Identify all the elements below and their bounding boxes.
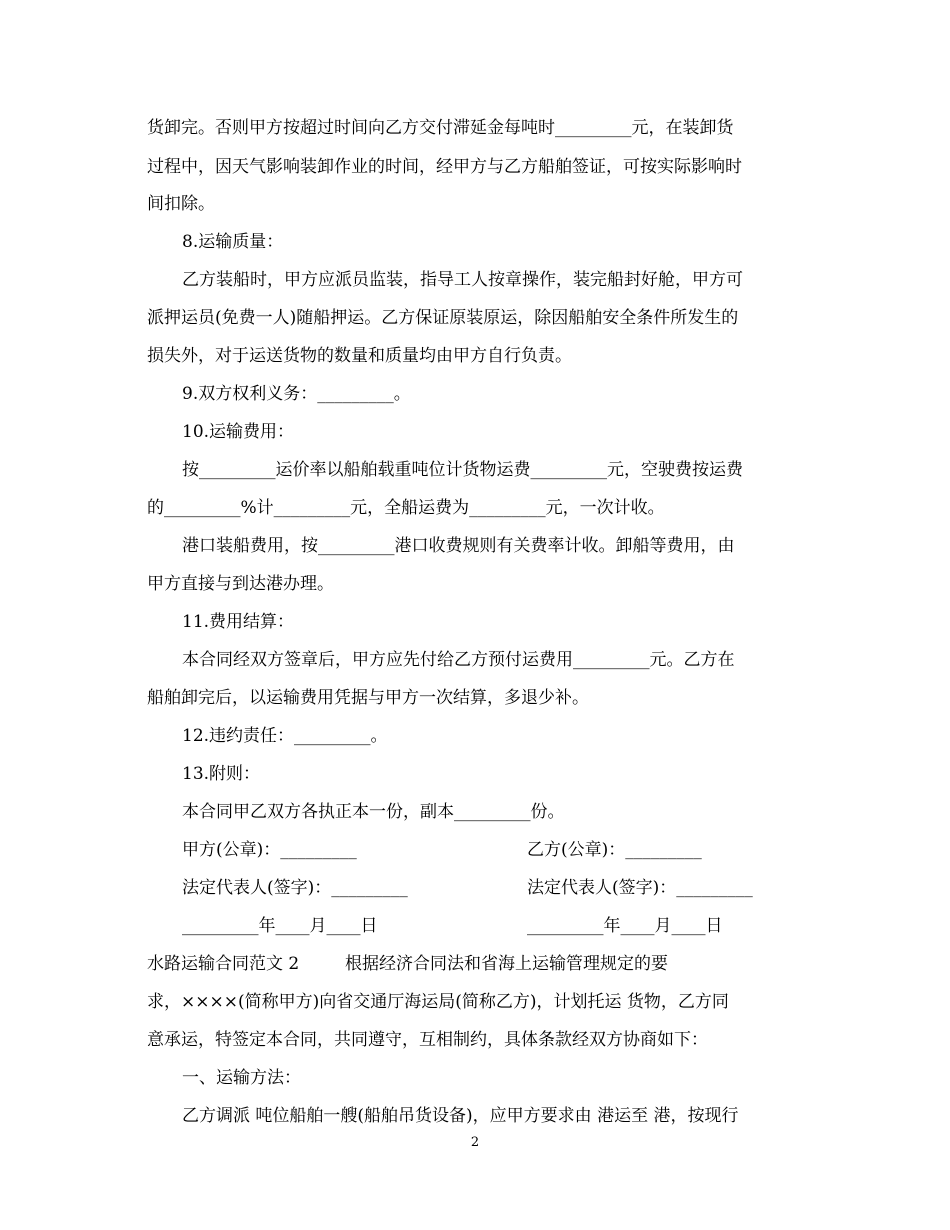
section-heading: 11.费用结算：	[182, 612, 295, 632]
body-line: 损失外，对于运送货物的数量和质量均由甲方自行负责。	[147, 346, 572, 366]
body-line: 货卸完。否则甲方按超过时间向乙方交付滞延金每吨时_________元，在装卸货	[147, 118, 734, 138]
section2-heading-cont: 根据经济合同法和省海上运输管理规定的要	[345, 954, 668, 974]
section2-heading: 水路运输合同范文 2	[147, 954, 300, 974]
body-line: 的_________%计_________元，全船运费为_________元，一次计收。	[147, 498, 665, 518]
body-line: 过程中，因天气影响装卸作业的时间，经甲方与乙方船舶签证，可按实际影响时	[147, 157, 742, 177]
section-heading: 9.双方权利义务：_________。	[182, 384, 411, 404]
body-line: 求，××××(简称甲方)向省交通厅海运局(简称乙方)，计划托运 货物，乙方同	[147, 992, 729, 1012]
party-b-representative-field: 法定代表人(签字)：_________	[527, 878, 753, 898]
party-b-seal-field: 乙方(公章)：_________	[527, 840, 702, 860]
body-line: 间扣除。	[147, 194, 215, 214]
party-a-representative-field: 法定代表人(签字)：_________	[182, 878, 408, 898]
body-line: 意承运，特签定本合同，共同遵守，互相制约，具体条款经双方协商如下：	[147, 1030, 708, 1050]
section-heading: 8.运输质量：	[182, 232, 284, 252]
section-heading: 10.运输费用：	[182, 422, 295, 442]
party-a-seal-field: 甲方(公章)：_________	[182, 840, 357, 860]
body-line: 本合同甲乙双方各执正本一份，副本_________份。	[182, 802, 565, 822]
body-line: 港口装船费用，按_________港口收费规则有关费率计收。卸船等费用，由	[182, 536, 735, 556]
body-line: 按_________运价率以船舶载重吨位计货物运费_________元，空驶费按运费	[182, 460, 743, 480]
page-number: 2	[470, 1135, 480, 1150]
body-line: 甲方直接与到达港办理。	[147, 574, 334, 594]
party-a-date-field: _________年____月____日	[182, 916, 378, 936]
party-b-date-field: _________年____月____日	[527, 916, 723, 936]
body-line: 船舶卸完后，以运输费用凭据与甲方一次结算，多退少补。	[147, 688, 589, 708]
section-heading: 12.违约责任：_________。	[182, 726, 388, 746]
section-heading: 一、运输方法：	[182, 1068, 301, 1088]
body-line: 乙方调派 吨位船舶一艘(船舶吊货设备)，应甲方要求由 港运至 港，按现行	[182, 1106, 739, 1126]
section-heading: 13.附则：	[182, 764, 261, 784]
body-line: 派押运员(免费一人)随船押运。乙方保证原装原运，除因船舶安全条件所发生的	[147, 308, 739, 328]
body-line: 本合同经双方签章后，甲方应先付给乙方预付运费用_________元。乙方在	[182, 650, 735, 670]
body-line: 乙方装船时，甲方应派员监装，指导工人按章操作，装完船封好舱，甲方可	[182, 270, 743, 290]
